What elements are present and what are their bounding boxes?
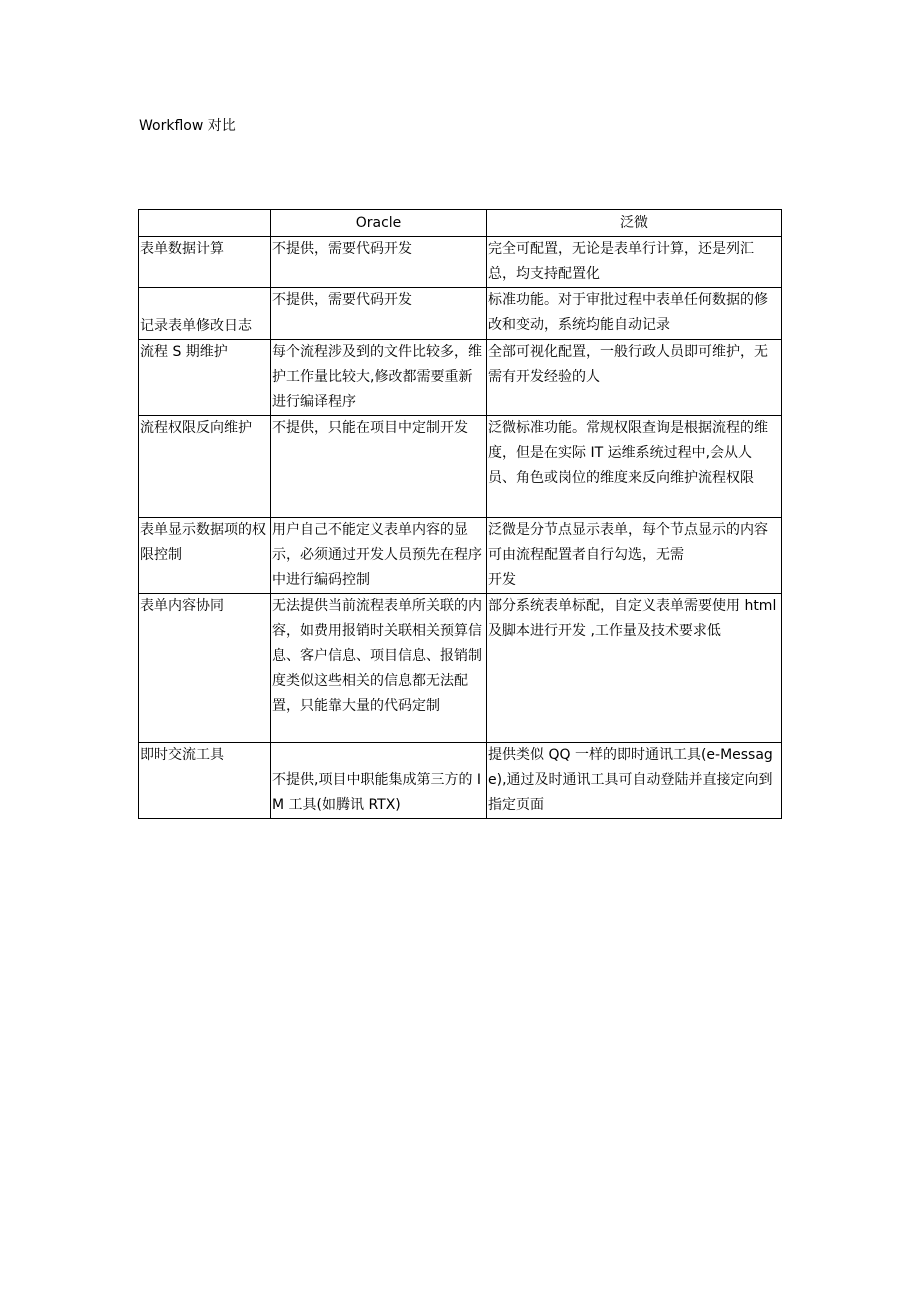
table-row — [139, 594, 782, 743]
feature-cell: 表单内容协同 — [139, 594, 271, 743]
table-row — [139, 416, 782, 518]
table-row — [139, 518, 782, 594]
document-title: Workflow 对比 — [139, 118, 236, 134]
comparison-table — [138, 209, 782, 819]
header-oracle: Oracle — [271, 210, 487, 237]
feature-cell: 记录表单修改日志 — [139, 288, 271, 340]
oracle-cell: 不提供，需要代码开发 — [271, 237, 487, 288]
feature-cell: 流程权限反向维护 — [139, 416, 271, 518]
feature-cell: 流程 S 期维护 — [139, 340, 271, 416]
table-row — [139, 340, 782, 416]
feature-cell: 即时交流工具 — [139, 743, 271, 819]
table-row — [139, 743, 782, 819]
fanwei-cell: 泛微标准功能。常规权限查询是根据流程的维度，但是在实际 IT 运维系统过程中,会从人员、角色或岗位的维度来反向维护流程权限 — [487, 416, 782, 518]
fanwei-cell: 完全可配置，无论是表单行计算，还是列汇总，均支持配置化 — [487, 237, 782, 288]
table-header-row — [139, 210, 782, 237]
feature-cell: 表单数据计算 — [139, 237, 271, 288]
header-feature — [139, 210, 271, 237]
oracle-cell: 不提供,项目中职能集成第三方的 IM 工具(如腾讯 RTX) — [271, 743, 487, 819]
table-row — [139, 288, 782, 340]
oracle-cell: 无法提供当前流程表单所关联的内容，如费用报销时关联相关预算信息、客户信息、项目信息、报销制度类似这些相关的信息都无法配置，只能靠大量的代码定制 — [271, 594, 487, 743]
oracle-cell: 每个流程涉及到的文件比较多，维护工作量比较大,修改都需要重新进行编译程序 — [271, 340, 487, 416]
fanwei-cell: 标准功能。对于审批过程中表单任何数据的修改和变动，系统均能自动记录 — [487, 288, 782, 340]
header-fanwei: 泛微 — [487, 210, 782, 237]
oracle-cell: 用户自己不能定义表单内容的显示，必须通过开发人员预先在程序中进行编码控制 — [271, 518, 487, 594]
oracle-cell: 不提供，需要代码开发 — [271, 288, 487, 340]
oracle-cell: 不提供，只能在项目中定制开发 — [271, 416, 487, 518]
fanwei-cell: 全部可视化配置，一般行政人员即可维护，无需有开发经验的人 — [487, 340, 782, 416]
fanwei-cell: 提供类似 QQ 一样的即时通讯工具(e-Message),通过及时通讯工具可自动登陆并直接定向到指定页面 — [487, 743, 782, 819]
table-row — [139, 237, 782, 288]
feature-cell: 表单显示数据项的权限控制 — [139, 518, 271, 594]
fanwei-cell: 部分系统表单标配，自定义表单需要使用 html 及脚本进行开发 ,工作量及技术要求低 — [487, 594, 782, 743]
fanwei-cell: 泛微是分节点显示表单，每个节点显示的内容可由流程配置者自行勾选，无需 开发 — [487, 518, 782, 594]
